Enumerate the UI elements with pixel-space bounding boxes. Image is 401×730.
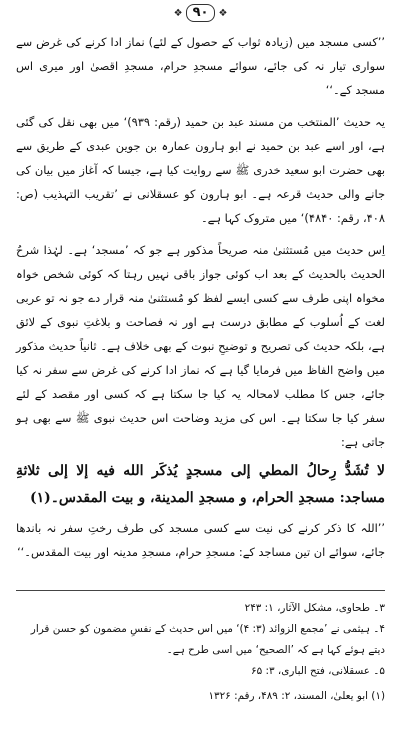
- explanation-paragraph: اِس حدیث میں مُستثنیٰ منہ صریحاً مذکور ہے جو کہ ’مسجد‘ ہے۔ لہٰذا شرحُ الحدیث بالحدیث کے بعد اب کوئی جواز باقی نہیں رہتا کہ کوئی شخص خواہ مخواہ اپنی طرف سے کسی ایسے لفظ کو مُستثنیٰ منہ قرار دے جو نہ تو عربی لغت کے اُسلوب کے مطابق درست ہے اور نہ فصاحت و بلاغتِ نبوی کے لائق ہے، بلکہ حدیث کی تصریح و توضیحِ نبوت کے بھی خلاف ہے۔ ثانیاً حدیث مذکور میں واضح الفاظ میں فرمایا گیا ہے کہ نماز ادا کرنے کی غرض سے سفر نہ کیا جائے، جس کا مطلب لامحالہ یہ کیا جا سکتا ہے کہ کسی اور مقصد کے لئے سفر کیا جا سکتا ہے۔ اس کی مزید وضاحت اس حدیث نبوی ﷺ سے بھی ہو جاتی ہے:: [16, 243, 385, 449]
- ornament-icon: ❖: [218, 7, 228, 19]
- footnote-main: (۱) ابو یعلیٰ، المسند، ۲: ۴۸۹، رقم: ۱۳۲۶: [208, 690, 385, 702]
- footnote-divider: [16, 590, 385, 591]
- hadith-translation-quote: ’’کسی مسجد میں (زیادہ ثواب کے حصول کے لئے) نماز ادا کرنے کی غرض سے سواری تیار نہ کی جائے، سوائے مسجدِ حرام، مسجدِ اقصیٰ اور میری اس مسجد کے۔‘‘: [16, 35, 385, 97]
- ornament-icon: ❖: [173, 7, 183, 19]
- page-number-header: [16, 2, 385, 24]
- hadith-translation-quote-2: ’’اللہ کا ذکر کرنے کی نیت سے کسی مسجد کی طرف رختِ سفر نہ باندھا جائے، سوائے ان تین مساجد کے: مسجدِ حرام، مسجدِ مدینہ اور بیت المقدس۔‘‘: [16, 521, 385, 559]
- arabic-hadith: لا تُشَدُّ رِحالُ المطي إلى مسجدٍ يُذكَر الله فيه إلا إلى ثلاثةِ مساجد: مسجدِ الحرام، و مسجدِ المدينة، و بيت المقدس۔(۱): [16, 463, 385, 506]
- footnote-item: ۴۔ ہیثمی نے ’مجمع الزوائد (۳: ۴)‘ میں اس حدیث کے نفسِ مضمون کو حسن قرار دیتے ہوئے کہا ہے کہ ’الصحیح‘ میں اسی طرح ہے۔: [30, 623, 385, 656]
- footnote-item: ۳۔ طحاوی، مشکل الآثار، ۱: ۲۴۳: [244, 602, 385, 614]
- source-paragraph: یہ حدیث ’المنتخب من مسند عبد بن حمید (رقم: ۹۳۹)‘ میں بھی نقل کی گئی ہے، اور اسے عبد بن حمید نے ابو ہارون عمارہ بن جوین عبدی کے طریق سے بھی حضرت ابو سعید خدری ﷺ سے روایت کیا ہے، جیسا کہ آغاز میں بیان کی جانے والی حدیث قرعہ ہے۔ ابو ہارون کو عسقلانی نے ’تقریب التہذیب (ص: ۴۰۸، رقم: ۴۸۴۰)‘ میں متروک کہا ہے۔: [16, 115, 385, 225]
- footnote-item: ۵۔ عسقلانی، فتح الباری، ۳: ۶۵: [251, 665, 385, 677]
- footnotes: [16, 598, 385, 707]
- page-number: ۹۰: [186, 4, 216, 22]
